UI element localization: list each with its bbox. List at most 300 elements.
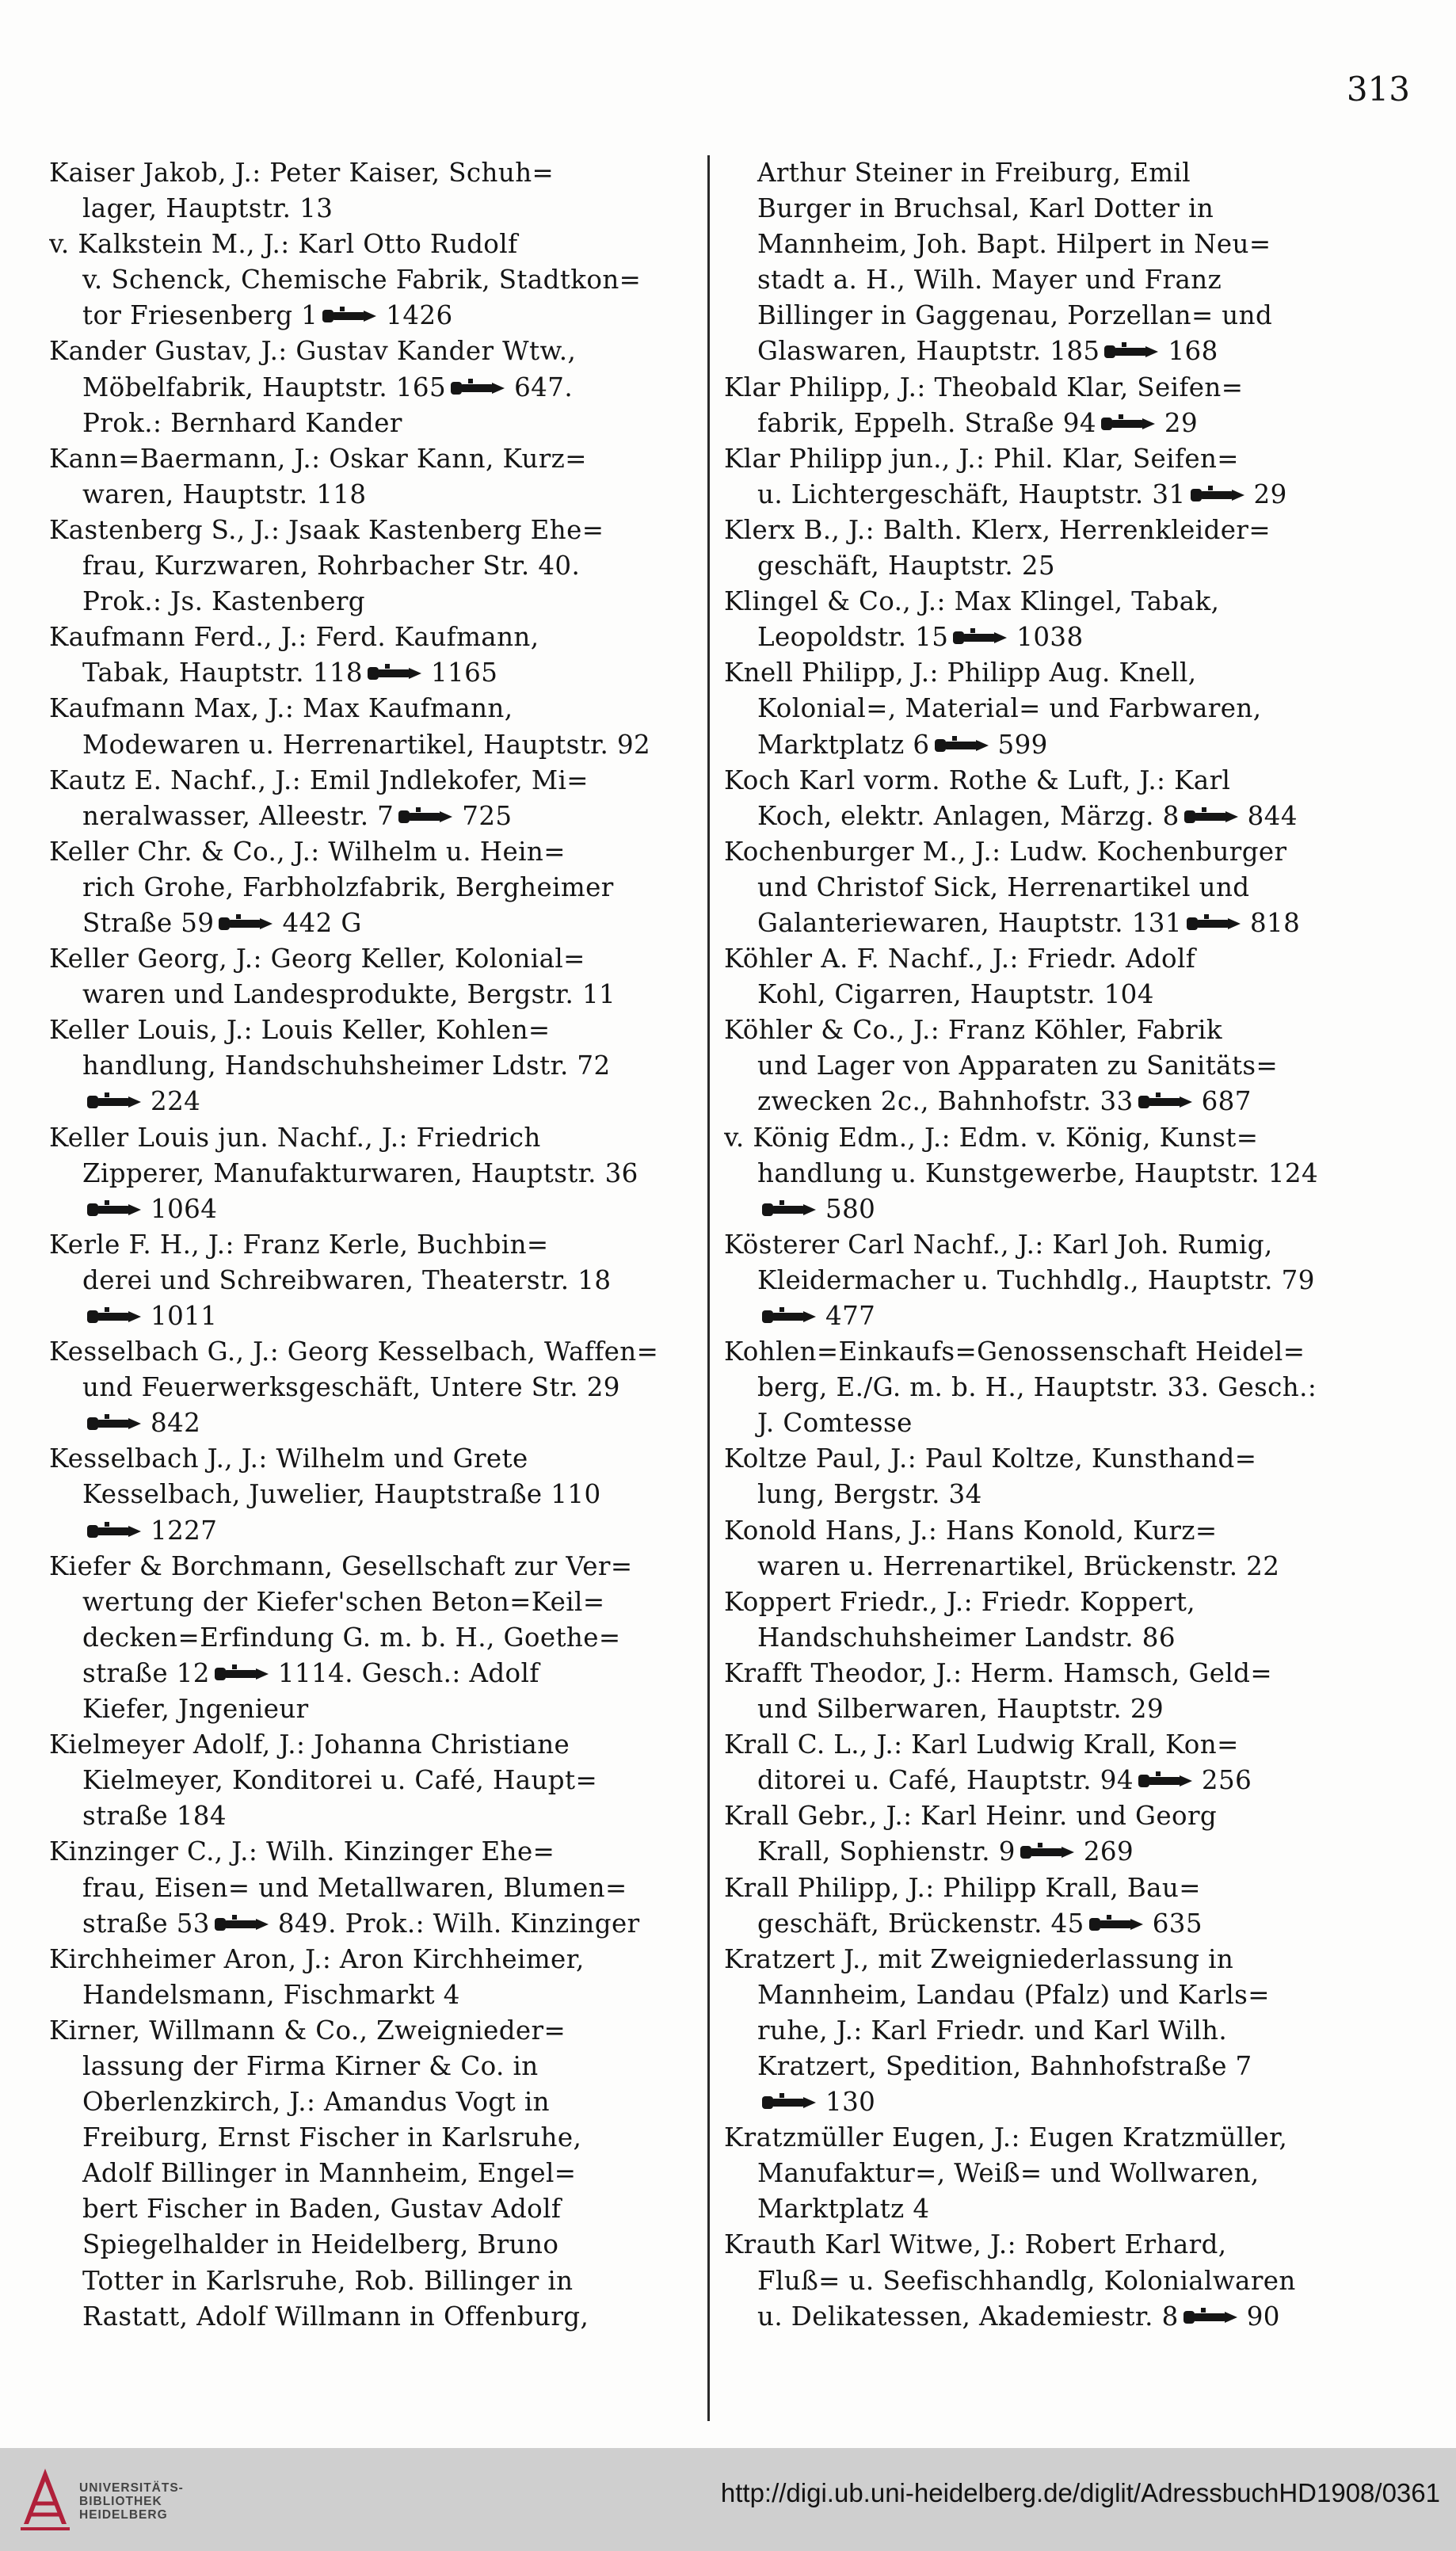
entry-text: Kautz E. Nachf., J.: Emil Jndlekofer, Mi= [49,765,589,795]
phone-number: 635 [1152,1908,1203,1939]
right-column-entry-line [724,2263,1383,2299]
left-column-entry-line [49,655,708,691]
right-column-entry-line [724,906,1383,941]
phone-number: 1064 [151,1193,218,1224]
left-column-entry-line [49,584,708,620]
right-column-entry-line [724,1763,1383,1798]
right-column-entry-line [724,406,1383,441]
entry-text: Spiegelhalder in Heidelberg, Bruno [82,2229,559,2260]
entry-text: Koch Karl vorm. Rothe & Luft, J.: Karl [724,765,1231,795]
entry-text: Straße 59 [82,907,215,938]
entry-text: Krall, Sophienstr. 9 [757,1836,1016,1867]
entry-text: Kirner, Willmann & Co., Zweignieder= [49,2015,566,2046]
entry-text: Marktplatz 6 [757,729,930,760]
entry-text: Koltze Paul, J.: Paul Koltze, Kunsthand= [724,1443,1257,1474]
phone-number: 687 [1201,1086,1252,1117]
left-column-entry-line [49,1048,708,1084]
right-column-entry-line [724,2227,1383,2263]
entry-text: Modewaren u. Herrenartikel, Hauptstr. 92 [82,729,651,760]
left-column-entry-line [49,1620,708,1656]
entry-text: wertung der Kiefer'schen Beton=Keil= [82,1586,605,1617]
left-column-entry-line [49,906,708,941]
right-column-entry-line [724,298,1383,334]
entry-text: frau, Kurzwaren, Rohrbacher Str. 40. [82,551,581,582]
entry-text: Kösterer Carl Nachf., J.: Karl Joh. Rumig, [724,1229,1273,1260]
entry-text: Tabak, Hauptstr. 118 [82,658,363,688]
page-number: 313 [1346,70,1410,109]
entry-text: Freiburg, Ernst Fischer in Karlsruhe, [82,2122,582,2153]
phone-number: 1165 [430,658,498,688]
left-column-entry-line [49,1120,708,1156]
left-column-entry-line [49,1798,708,1834]
left-column-entry-line [49,155,708,191]
left-column-entry-line [49,2227,708,2263]
right-column-entry-line [724,1334,1383,1370]
entry-text: lassung der Firma Kirner & Co. in [82,2050,539,2081]
right-column-entry-line [724,2156,1383,2191]
right-column-entry-line [724,548,1383,584]
entry-text: und Silberwaren, Hauptstr. 29 [757,1694,1164,1725]
telephone-icon [760,1306,821,1327]
right-column-entry-line [724,1120,1383,1156]
entry-text: Kratzmüller Eugen, J.: Eugen Kratzmüller, [724,2122,1288,2153]
telephone-icon [86,1521,146,1542]
telephone-icon [86,1413,146,1434]
telephone-icon [1103,341,1163,362]
entry-text: Krall C. L., J.: Karl Ludwig Krall, Kon= [724,1729,1239,1760]
left-column-entry-line [49,1834,708,1870]
right-column-entry-line [724,441,1383,477]
entry-text: Oberlenzkirch, J.: Amandus Vogt in [82,2087,550,2118]
phone-number: 725 [462,800,513,831]
right-column-entry-line [724,941,1383,977]
entry-text: v. Schenck, Chemische Fabrik, Stadtkon= [82,265,642,296]
left-column-entry-line [49,227,708,262]
left-column-entry-line [49,2120,708,2156]
entry-text: straße 12 [82,1657,210,1688]
right-column-entry-line [724,1477,1383,1512]
right-column-entry-line [724,1977,1383,2013]
left-column-entry-line [49,1942,708,1977]
right-column-entry-line [724,1727,1383,1763]
right-column-entry-line [724,763,1383,799]
right-column-entry-line [724,1048,1383,1084]
entry-text: Kiefer, Jngenieur [82,1694,309,1725]
entry-text: Möbelfabrik, Hauptstr. 165 [82,372,447,402]
right-column-entry-line [724,1942,1383,1977]
right-column-entry-line [724,1691,1383,1727]
entry-text: waren u. Herrenartikel, Brückenstr. 22 [757,1550,1280,1581]
telephone-icon [1019,1842,1079,1863]
telephone-icon [86,1092,146,1112]
entry-text: lung, Bergstr. 34 [757,1479,982,1510]
telephone-icon [397,806,457,827]
entry-text: Koch, elektr. Anlagen, Märzg. 8 [757,800,1180,831]
column-divider [707,155,710,2421]
telephone-icon [1100,414,1160,434]
left-column-entry-line [49,1370,708,1405]
entry-text: fabrik, Eppelh. Straße 94 [757,407,1096,438]
entry-text: u. Lichtergeschäft, Hauptstr. 31 [757,479,1186,509]
telephone-icon [86,1199,146,1220]
left-column-entry-line [49,1334,708,1370]
left-column-entry-line [49,477,708,513]
left-column-entry-line [49,1227,708,1263]
entry-text: Fluß= u. Seefischhandlg, Kolonialwaren [757,2265,1296,2296]
entry-text: Klingel & Co., J.: Max Klingel, Tabak, [724,586,1220,617]
footer-org-line: HEIDELBERG [79,2508,168,2522]
entry-text: Kratzert J., mit Zweigniederlassung in [724,1943,1234,1974]
left-column-entry-line [49,298,708,334]
right-column-entry-line [724,1192,1383,1227]
entry-text: Handelsmann, Fischmarkt 4 [82,1979,460,2010]
entry-text: Kirchheimer Aron, J.: Aron Kirchheimer, [49,1943,585,1974]
entry-text: tor Friesenberg 1 [82,300,318,331]
entry-text: Kinzinger C., J.: Wilh. Kinzinger Ehe= [49,1836,555,1867]
left-column-entry-line [49,1263,708,1298]
entry-text: Kohl, Cigarren, Hauptstr. 104 [757,979,1154,1010]
left-column-entry-line [49,2299,708,2335]
phone-number: 580 [825,1193,876,1224]
entry-text: Köhler A. F. Nachf., J.: Friedr. Adolf [724,944,1196,974]
left-column-entry-line [49,620,708,655]
telephone-icon [1182,2307,1242,2328]
right-column-entry-line [724,1298,1383,1334]
left-column-entry-line [49,1549,708,1584]
left-column-entry-line [49,941,708,977]
entry-text: Krafft Theodor, J.: Herm. Hamsch, Geld= [724,1657,1272,1688]
right-column-entry-line [724,2049,1383,2084]
directory-column-left [49,155,708,2335]
left-column-entry-line [49,2263,708,2299]
right-column-entry-line [724,477,1383,513]
entry-text: Mannheim, Landau (Pfalz) und Karls= [757,1979,1270,2010]
telephone-icon [213,1664,273,1684]
telephone-icon [933,735,993,756]
entry-text: Mannheim, Joh. Bapt. Hilpert in Neu= [757,229,1271,260]
left-column-entry-line [49,1584,708,1620]
telephone-icon [760,2092,821,2113]
right-column-entry-line [724,1084,1383,1119]
entry-text: rich Grohe, Farbholzfabrik, Bergheimer [82,871,614,902]
entry-text: Kesselbach J., J.: Wilhelm und Grete [49,1443,528,1474]
right-column-entry-line [724,870,1383,906]
left-column-entry-line [49,1298,708,1334]
entry-text: Knell Philipp, J.: Philipp Aug. Knell, [724,658,1197,688]
entry-text: Kerle F. H., J.: Franz Kerle, Buchbin= [49,1229,549,1260]
entry-text: Kielmeyer Adolf, J.: Johanna Christiane [49,1729,570,1760]
left-column-entry-line [49,977,708,1012]
right-column-entry-line [724,584,1383,620]
right-column-entry-line [724,1906,1383,1942]
left-column-entry-line [49,799,708,834]
entry-text: Rastatt, Adolf Willmann in Offenburg, [82,2301,589,2332]
entry-text: Kratzert, Spedition, Bahnhofstraße 7 [757,2050,1252,2081]
footer-org-line: BIBLIOTHEK [79,2495,162,2508]
entry-text: Keller Louis jun. Nachf., J.: Friedrich [49,1122,541,1153]
entry-text: ditorei u. Café, Hauptstr. 94 [757,1765,1134,1796]
left-column-entry-line [49,691,708,726]
left-column-entry-line [49,1906,708,1942]
left-column-entry-line [49,1513,708,1549]
entry-text: Kiefer & Borchmann, Gesellschaft zur Ver= [49,1550,633,1581]
left-column-entry-line [49,513,708,548]
entry-text: neralwasser, Alleestr. 7 [82,800,394,831]
left-column-entry-line [49,2156,708,2191]
left-column-entry-line [49,2084,708,2120]
entry-text: geschäft, Hauptstr. 25 [757,551,1056,582]
right-column-entry-line [724,691,1383,726]
right-column-entry-line [724,1584,1383,1620]
entry-text: Klar Philipp jun., J.: Phil. Klar, Seifen= [724,443,1239,474]
phone-number: 168 [1168,336,1218,367]
phone-number: 442 G [282,907,362,938]
directory-column-right [724,155,1383,2335]
right-column-entry-line [724,1156,1383,1192]
entry-text: Galanteriewaren, Hauptstr. 131 [757,907,1182,938]
entry-text: Kohlen=Einkaufs=Genossenschaft Heidel= [724,1337,1305,1367]
right-column-entry-line [724,977,1383,1012]
entry-text: Zipperer, Manufakturwaren, Hauptstr. 36 [82,1157,638,1188]
entry-text: Glaswaren, Hauptstr. 185 [757,336,1100,367]
right-column-entry-line [724,1513,1383,1549]
entry-text: Kleidermacher u. Tuchhdlg., Hauptstr. 79 [757,1264,1315,1295]
left-column-entry-line [49,334,708,369]
entry-text: berg, E./G. m. b. H., Hauptstr. 33. Gesch.: [757,1372,1317,1403]
left-column-entry-line [49,727,708,763]
entry-text: und Lager von Apparaten zu Sanitäts= [757,1051,1279,1081]
entry-text: stadt a. H., Wilh. Mayer und Franz [757,265,1222,296]
entry-text: Handschuhsheimer Landstr. 86 [757,1622,1176,1653]
entry-text-after-phone: Prok.: Wilh. Kinzinger [336,1908,640,1939]
entry-text: Krall Gebr., J.: Karl Heinr. und Georg [724,1801,1218,1832]
left-column-entry-line [49,1012,708,1048]
right-column-entry-line [724,727,1383,763]
entry-text: Kander Gustav, J.: Gustav Kander Wtw., [49,336,577,367]
entry-text: waren, Hauptstr. 118 [82,479,367,509]
phone-number: 1011 [151,1301,218,1331]
left-column-entry-line [49,1727,708,1763]
right-column-entry-line [724,1834,1383,1870]
right-column-entry-line [724,370,1383,406]
right-column-entry-line [724,2084,1383,2120]
phone-number: 29 [1164,407,1199,438]
left-column-entry-line [49,1656,708,1691]
phone-number: 1114. [277,1657,353,1688]
left-column-entry-line [49,1441,708,1477]
entry-text: derei und Schreibwaren, Theaterstr. 18 [82,1264,612,1295]
left-column-entry-line [49,1192,708,1227]
right-column-entry-line [724,1263,1383,1298]
left-column-entry-line [49,1977,708,2013]
entry-text: Marktplatz 4 [757,2194,930,2225]
phone-number: 269 [1083,1836,1134,1867]
right-column-entry-line [724,2191,1383,2227]
left-column-entry-line [49,2191,708,2227]
entry-text: Klar Philipp, J.: Theobald Klar, Seifen= [724,372,1244,402]
phone-number: 844 [1247,800,1298,831]
phone-number: 256 [1201,1765,1252,1796]
entry-text: Manufaktur=, Weiß= und Wollwaren, [757,2158,1260,2189]
entry-text: lager, Hauptstr. 13 [82,193,334,224]
telephone-icon [1137,1092,1197,1112]
telephone-icon [1183,806,1243,827]
entry-text-after-phone: Gesch.: Adolf [353,1657,539,1688]
left-column-entry-line [49,870,708,906]
telephone-icon [1185,913,1245,934]
right-column-entry-line [724,1870,1383,1906]
entry-text: Konold Hans, J.: Hans Konold, Kurz= [724,1515,1218,1546]
phone-number: 842 [151,1408,201,1439]
right-column-entry-line [724,2299,1383,2335]
right-column-entry-line [724,1405,1383,1441]
entry-text: ruhe, J.: Karl Friedr. und Karl Wilh. [757,2015,1228,2046]
phone-number: 1426 [386,300,453,331]
entry-text: Totter in Karlsruhe, Rob. Billinger in [82,2265,574,2296]
telephone-icon [449,378,509,398]
entry-text: handlung, Handschuhsheimer Ldstr. 72 [82,1051,611,1081]
right-column-entry-line [724,834,1383,870]
left-column-entry-line [49,406,708,441]
right-column-entry-line [724,1549,1383,1584]
telephone-icon [1088,1914,1148,1935]
telephone-icon [86,1306,146,1327]
footer-org-name [79,2481,184,2522]
left-column-entry-line [49,763,708,799]
phone-number: 1038 [1016,622,1084,653]
phone-number: 599 [997,729,1048,760]
phone-number: 224 [151,1086,201,1117]
left-column-entry-line [49,191,708,227]
right-column-entry-line [724,1012,1383,1048]
telephone-icon [213,1914,273,1935]
right-column-entry-line [724,191,1383,227]
left-column-entry-line [49,1763,708,1798]
right-column-entry-line [724,655,1383,691]
entry-text: Kesselbach, Juwelier, Hauptstraße 110 [82,1479,601,1510]
entry-text: Kielmeyer, Konditorei u. Café, Haupt= [82,1765,598,1796]
footer-url-link[interactable]: http://digi.ub.uni-heidelberg.de/diglit/AdressbuchHD1908/0361 [720,2478,1440,2507]
phone-number: 29 [1253,479,1287,509]
phone-number: 647. [514,372,574,402]
telephone-icon [951,627,1012,648]
entry-text: v. König Edm., J.: Edm. v. König, Kunst= [724,1122,1259,1153]
entry-text: Kaufmann Ferd., J.: Ferd. Kaufmann, [49,622,539,653]
right-column-entry-line [724,1227,1383,1263]
footer-org-line: UNIVERSITÄTS- [79,2481,184,2495]
entry-text: Koppert Friedr., J.: Friedr. Koppert, [724,1586,1196,1617]
telephone-icon [1189,485,1249,505]
entry-text: bert Fischer in Baden, Gustav Adolf [82,2194,562,2225]
entry-text: Kaiser Jakob, J.: Peter Kaiser, Schuh= [49,158,555,188]
phone-number: 477 [825,1301,876,1331]
right-column-entry-line [724,334,1383,369]
right-column-entry-line [724,262,1383,298]
right-column-entry-line [724,1441,1383,1477]
entry-text: Kastenberg S., J.: Jsaak Kastenberg Ehe= [49,514,604,545]
entry-text: Keller Georg, J.: Georg Keller, Kolonial= [49,944,585,974]
entry-text: Klerx B., J.: Balth. Klerx, Herrenkleider= [724,514,1271,545]
entry-text: Prok.: Js. Kastenberg [82,586,365,617]
entry-text: Kolonial=, Material= und Farbwaren, [757,693,1262,724]
entry-text: und Christof Sick, Herrenartikel und [757,871,1250,902]
entry-text: Köhler & Co., J.: Franz Köhler, Fabrik [724,1015,1222,1046]
entry-text: und Feuerwerksgeschäft, Untere Str. 29 [82,1372,620,1403]
entry-text: straße 184 [82,1801,227,1832]
entry-text: decken=Erfindung G. m. b. H., Goethe= [82,1622,621,1653]
telephone-icon [760,1199,821,1220]
telephone-icon [217,913,277,934]
left-column-entry-line [49,1691,708,1727]
footer-bar [0,2448,1456,2551]
phone-number: 818 [1249,907,1301,938]
entry-text: u. Delikatessen, Akademiestr. 8 [757,2301,1179,2332]
phone-number: 90 [1246,2301,1280,2332]
entry-text: zwecken 2c., Bahnhofstr. 33 [757,1086,1134,1117]
heidelberg-university-library-logo [17,2465,73,2534]
entry-text: Arthur Steiner in Freiburg, Emil [757,158,1191,188]
entry-text: waren und Landesprodukte, Bergstr. 11 [82,979,616,1010]
phone-number: 1227 [151,1515,218,1546]
entry-text: Adolf Billinger in Mannheim, Engel= [82,2158,577,2189]
entry-text: Kann=Baermann, J.: Oskar Kann, Kurz= [49,443,587,474]
entry-text: Kaufmann Max, J.: Max Kaufmann, [49,693,513,724]
entry-text: Kochenburger M., J.: Ludw. Kochenburger [724,836,1287,867]
entry-text: Prok.: Bernhard Kander [82,407,402,438]
telephone-icon [321,306,381,326]
right-column-entry-line [724,155,1383,191]
right-column-entry-line [724,1656,1383,1691]
entry-text: Billinger in Gaggenau, Porzellan= und [757,300,1273,331]
telephone-icon [1137,1771,1197,1791]
left-column-entry-line [49,1405,708,1441]
left-column-entry-line [49,1156,708,1192]
left-column-entry-line [49,262,708,298]
right-column-entry-line [724,2013,1383,2049]
entry-text: J. Comtesse [757,1408,913,1439]
left-column-entry-line [49,1870,708,1906]
entry-text: Kesselbach G., J.: Georg Kesselbach, Waffen= [49,1337,659,1367]
left-column-entry-line [49,1477,708,1512]
right-column-entry-line [724,227,1383,262]
entry-text: Keller Louis, J.: Louis Keller, Kohlen= [49,1015,551,1046]
right-column-entry-line [724,620,1383,655]
entry-text: straße 53 [82,1908,210,1939]
left-column-entry-line [49,370,708,406]
right-column-entry-line [724,1370,1383,1405]
left-column-entry-line [49,834,708,870]
right-column-entry-line [724,1798,1383,1834]
phone-number: 130 [825,2087,876,2118]
entry-text: Burger in Bruchsal, Karl Dotter in [757,193,1214,224]
left-column-entry-line [49,441,708,477]
right-column-entry-line [724,799,1383,834]
right-column-entry-line [724,513,1383,548]
entry-text: Krall Philipp, J.: Philipp Krall, Bau= [724,1872,1201,1903]
entry-text: geschäft, Brückenstr. 45 [757,1908,1084,1939]
entry-text: frau, Eisen= und Metallwaren, Blumen= [82,1872,627,1903]
entry-text: handlung u. Kunstgewerbe, Hauptstr. 124 [757,1157,1319,1188]
right-column-entry-line [724,2120,1383,2156]
left-column-entry-line [49,548,708,584]
left-column-entry-line [49,2049,708,2084]
entry-text: v. Kalkstein M., J.: Karl Otto Rudolf [49,229,518,260]
entry-text: Keller Chr. & Co., J.: Wilhelm u. Hein= [49,836,566,867]
telephone-icon [366,663,426,684]
entry-text: Krauth Karl Witwe, J.: Robert Erhard, [724,2229,1227,2260]
phone-number: 849. [277,1908,337,1939]
entry-text: Leopoldstr. 15 [757,622,949,653]
